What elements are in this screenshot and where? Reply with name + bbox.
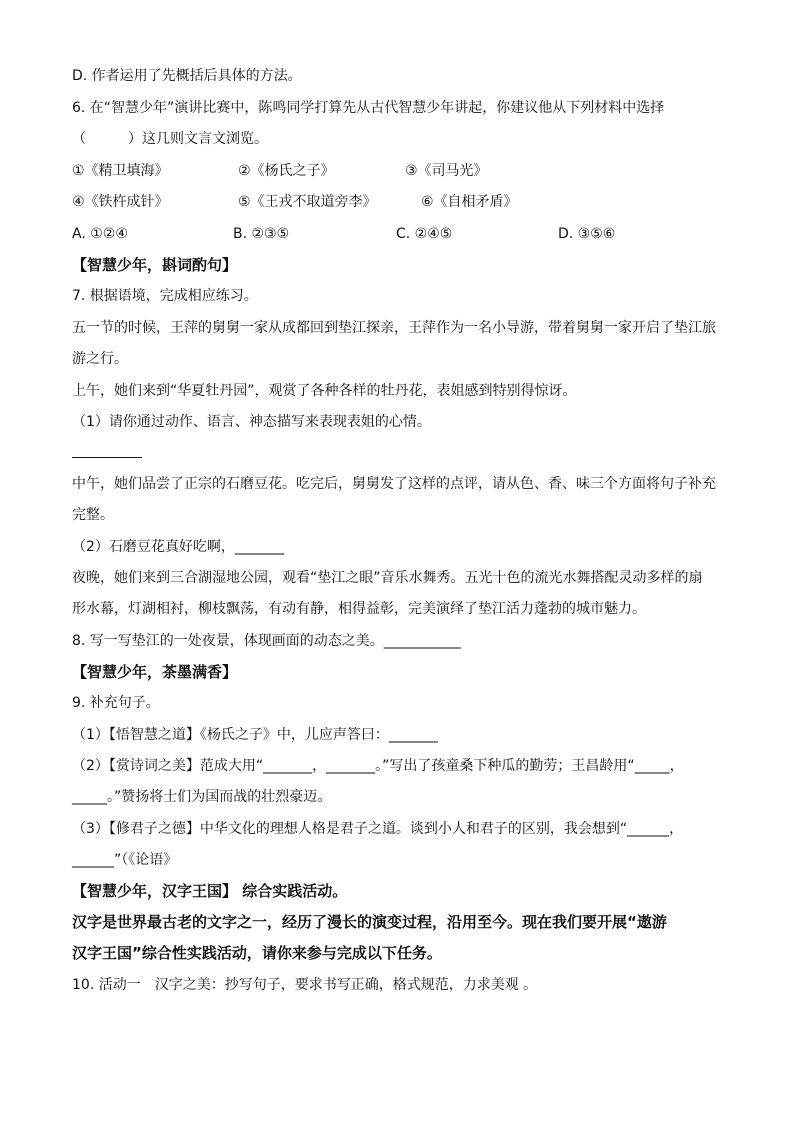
q6-material-3: ③《司马光》 [405,163,488,179]
q8-stem: 8. 写一写垫江的一处夜景，体现画面的动态之美。___________ [72,633,461,649]
q6-material-5: ⑤《王戎不取道旁李》 [238,194,377,210]
q7-context-1: 五一节的时候，王萍的舅舅一家从成都回到垫江探亲，王萍作为一名小导游，带着舅舅一家开启了垫江旅 [72,320,716,336]
section-heading-3: 【智慧少年，汉字王国】 综合实践活动。 [72,882,348,900]
q9-sub2-line1: （2）【赏诗词之美】范成大用“_______，_______。”写出了孩童桑下种瓜的勤劳；王昌龄用“_____， [72,758,684,774]
intro-line1: 汉字是世界最古老的文字之一，经历了漫长的演变过程，沿用至今。现在我们要开展“遨游 [72,913,667,931]
section-heading-1: 【智慧少年，斟词酌句】 [72,256,238,274]
q6-material-1: ①《精卫填海》 [72,163,169,179]
q6-material-4: ④《铁杵成针》 [72,194,169,210]
q9-sub3-line2: ______”（《论语》 [72,852,178,868]
q7-sub1: （1）请你通过动作、语言、神态描写来表现表姐的心情。 [72,414,431,430]
q7-sub2: （2）石磨豆花真好吃啊，_______ [72,539,284,555]
q6-option-c: C. ②④⑤ [396,226,453,242]
intro-line2: 汉字王国”综合性实践活动，请你来参与完成以下任务。 [72,944,442,962]
section-heading-2: 【智慧少年，茶墨满香】 [72,663,238,681]
q7-context-5: 完整。 [72,507,114,523]
q6-material-6: ⑥《自相矛盾》 [421,194,518,210]
q7-context-6: 夜晚，她们来到三合湖湿地公园，观看“垫江之眼”音乐水舞秀。五光十色的流光水舞搭配灵动多样的扇 [72,570,703,586]
q7-context-7: 形水幕，灯湖相衬，柳枝飘荡，有动有静，相得益彰，完美演绎了垫江活力蓬勃的城市魅力。 [72,601,646,617]
q10-stem: 10. 活动一 汉字之美：抄写句子，要求书写正确，格式规范，力求美观 。 [72,977,538,993]
q9-sub2-line2: _____。”赞扬将士们为国而战的壮烈豪迈。 [72,789,332,805]
q9-sub3-line1: （3）【修君子之德】中华文化的理想人格是君子之道。谈到小人和君子的区别，我会想到“______， [72,821,684,837]
q6-material-2: ②《杨氏之子》 [238,163,335,179]
q7-context-3: 上午，她们来到“华夏牡丹园”，观赏了各种各样的牡丹花，表姐感到特别得惊讶。 [72,383,577,399]
q7-context-4: 中午，她们品尝了正宗的石磨豆花。吃完后，舅舅发了这样的点评，请从色、香、味三个方面将句子补充 [72,476,716,492]
q6-option-d: D. ③⑤⑥ [558,226,616,242]
q6-stem-line2: （ ）这几则文言文浏览。 [72,131,268,147]
q7-context-2: 游之行。 [72,351,128,367]
q6-option-b: B. ②③⑤ [233,226,290,242]
q6-stem-line1: 6. 在“智慧少年”演讲比赛中，陈鸣同学打算先从古代智慧少年讲起，你建议他从下列材料中选择 [72,100,665,116]
q9-stem: 9. 补充句子。 [72,695,160,711]
q6-option-a: A. ①②④ [72,226,128,242]
q7-stem: 7. 根据语境，完成相应练习。 [72,288,258,304]
q7-sub1-answer-blank [72,457,142,458]
q5-option-d: D. 作者运用了先概括后具体的方法。 [72,68,302,84]
q9-sub1: （1）【悟智慧之道】《杨氏之子》中，儿应声答曰：_______ [72,727,438,743]
